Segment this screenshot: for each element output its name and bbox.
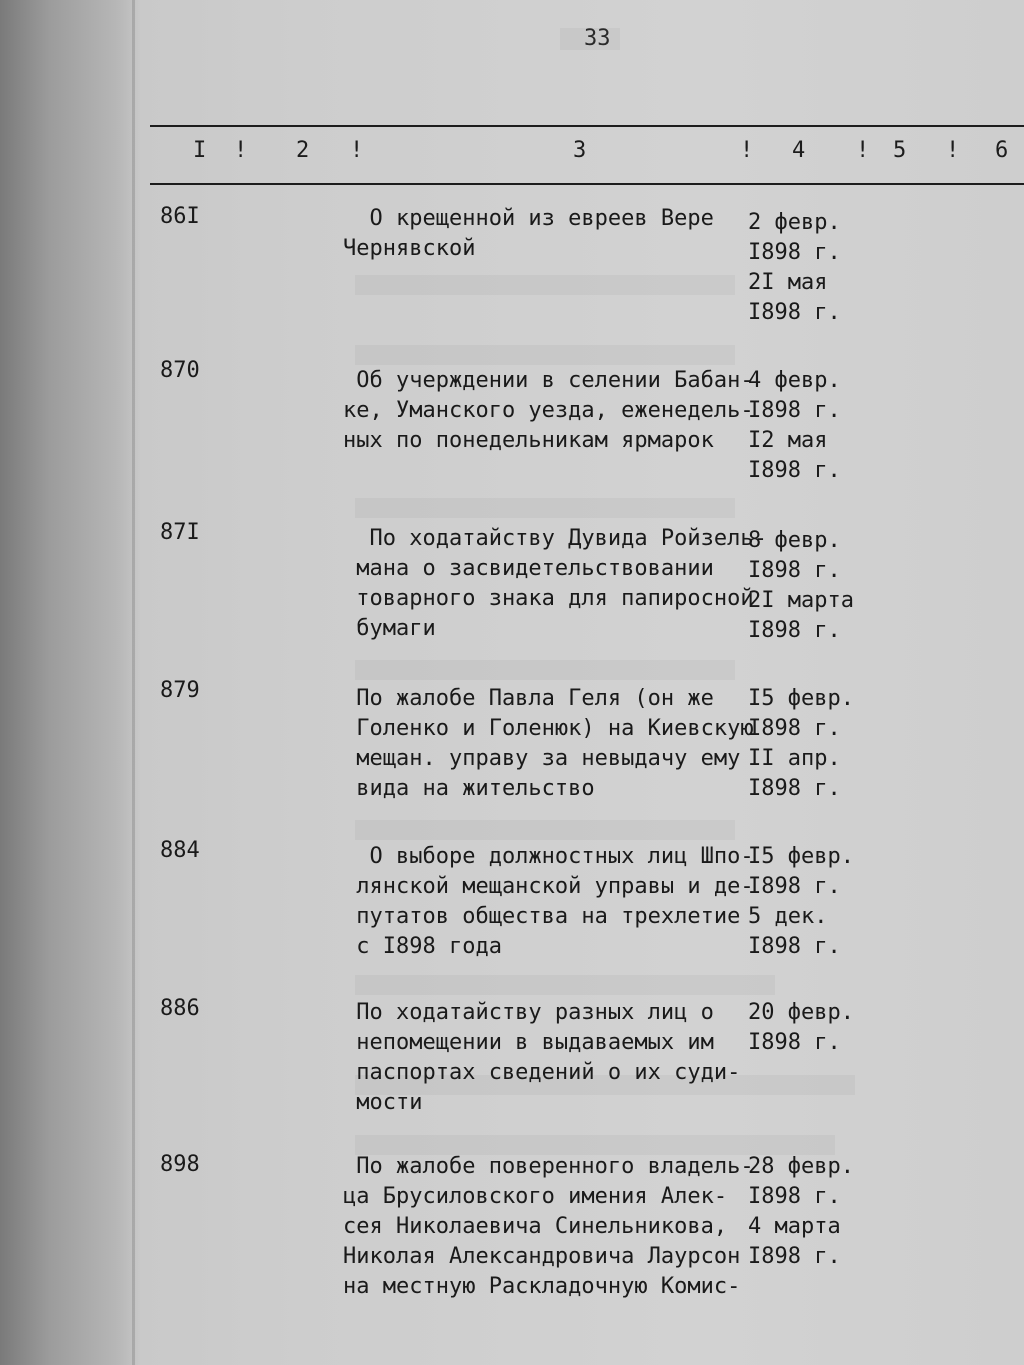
entry-number: 870 bbox=[160, 358, 200, 383]
bleed-through-mark bbox=[355, 660, 735, 680]
entry-text-line: с I898 года bbox=[343, 934, 502, 959]
entry-date-line: I898 г. bbox=[748, 776, 841, 801]
entry-text-line: По жалобе Павла Геля (он же bbox=[343, 686, 714, 711]
entry-date-line: I898 г. bbox=[748, 300, 841, 325]
entry-text-line: По ходатайству разных лиц о bbox=[343, 1000, 714, 1025]
entry-dates bbox=[748, 1152, 854, 1272]
entry-date-line: 4 марта bbox=[748, 1214, 841, 1239]
page-edge bbox=[132, 0, 135, 1365]
entry-date-line: I898 г. bbox=[748, 1184, 841, 1209]
entry-date-line: 5 дек. bbox=[748, 904, 828, 929]
entry-text-line: на местную Раскладочную Комис- bbox=[343, 1274, 741, 1299]
entry-number: 86I bbox=[160, 204, 200, 229]
entry-date-line: I5 февр. bbox=[748, 686, 854, 711]
entry-text-line: бумаги bbox=[343, 616, 436, 641]
entry-text-line: сея Николаевича Синельникова, bbox=[343, 1214, 728, 1239]
entry-text-line: Голенко и Голенюк) на Киевскую bbox=[343, 716, 754, 741]
entry-dates bbox=[748, 842, 854, 962]
column-header: I bbox=[193, 138, 207, 163]
entry-date-line: 2 февр. bbox=[748, 210, 841, 235]
entry-dates bbox=[748, 998, 854, 1058]
entry-text-line: О крещенной из евреев Вере bbox=[343, 206, 714, 231]
entry-text-line: Об учерждении в селении Бабан- bbox=[343, 368, 754, 393]
entry-number: 898 bbox=[160, 1152, 200, 1177]
entry-text-line: мана о засвидетельствовании bbox=[343, 556, 714, 581]
column-header: 4 bbox=[792, 138, 806, 163]
entry-description bbox=[343, 366, 754, 456]
entry-text-line: паспортах сведений о их суди- bbox=[343, 1060, 741, 1085]
entry-date-line: 4 февр. bbox=[748, 368, 841, 393]
column-header: 6 bbox=[995, 138, 1009, 163]
entry-date-line: I898 г. bbox=[748, 558, 841, 583]
column-header: 5 bbox=[893, 138, 907, 163]
entry-date-line: 20 февр. bbox=[748, 1000, 854, 1025]
entry-text-line: мости bbox=[343, 1090, 423, 1115]
book-spine-shadow bbox=[0, 0, 140, 1365]
entry-text-line: ца Брусиловского имения Алек- bbox=[343, 1184, 728, 1209]
column-separator: ! bbox=[234, 138, 248, 163]
entry-description bbox=[343, 524, 767, 644]
entry-date-line: I898 г. bbox=[748, 874, 841, 899]
entry-text-line: путатов общества на трехлетие bbox=[343, 904, 741, 929]
entry-date-line: 2I марта bbox=[748, 588, 854, 613]
entry-date-line: I2 мая bbox=[748, 428, 828, 453]
entry-date-line: 8 февр. bbox=[748, 528, 841, 553]
entry-text-line: По жалобе поверенного владель- bbox=[343, 1154, 754, 1179]
bleed-through-mark bbox=[355, 275, 735, 295]
bleed-through-mark bbox=[355, 975, 775, 995]
entry-date-line: I898 г. bbox=[748, 458, 841, 483]
entry-date-line: 28 февр. bbox=[748, 1154, 854, 1179]
column-separator: ! bbox=[946, 138, 960, 163]
entry-text-line: О выборе должностных лиц Шпо- bbox=[343, 844, 754, 869]
entry-text-line: товарного знака для папиросной bbox=[343, 586, 754, 611]
entry-description bbox=[343, 1152, 754, 1302]
entry-text-line: Николая Александровича Лаурсон bbox=[343, 1244, 741, 1269]
entry-date-line: I898 г. bbox=[748, 398, 841, 423]
entry-date-line: I898 г. bbox=[748, 1030, 841, 1055]
entry-number: 879 bbox=[160, 678, 200, 703]
entry-number: 886 bbox=[160, 996, 200, 1021]
entry-text-line: По ходатайству Дувида Ройзель- bbox=[343, 526, 767, 551]
entry-date-line: I898 г. bbox=[748, 240, 841, 265]
entry-date-line: I5 февр. bbox=[748, 844, 854, 869]
entry-date-line: II апр. bbox=[748, 746, 841, 771]
column-separator: ! bbox=[856, 138, 870, 163]
entry-dates bbox=[748, 684, 854, 804]
entry-text-line: ных по понедельникам ярмарок bbox=[343, 428, 714, 453]
entry-text-line: лянской мещанской управы и де- bbox=[343, 874, 754, 899]
entry-date-line: I898 г. bbox=[748, 716, 841, 741]
entry-text-line: непомещении в выдаваемых им bbox=[343, 1030, 714, 1055]
entry-text-line: Чернявской bbox=[343, 236, 476, 261]
entry-number: 87I bbox=[160, 520, 200, 545]
page-number: 33 bbox=[584, 26, 611, 51]
bleed-through-mark bbox=[355, 820, 735, 840]
entry-dates bbox=[748, 526, 854, 646]
entry-text-line: ке, Уманского уезда, еженедель- bbox=[343, 398, 754, 423]
entry-dates bbox=[748, 366, 841, 486]
entry-number: 884 bbox=[160, 838, 200, 863]
entry-date-line: 2I мая bbox=[748, 270, 828, 295]
bleed-through-mark bbox=[355, 345, 735, 365]
bleed-through-mark bbox=[355, 498, 735, 518]
entry-description bbox=[343, 204, 743, 264]
column-separator: ! bbox=[350, 138, 364, 163]
entry-text-line: мещан. управу за невыдачу ему bbox=[343, 746, 741, 771]
column-header: 3 bbox=[573, 138, 587, 163]
entry-description bbox=[343, 684, 754, 804]
table-header-rule-bottom bbox=[150, 183, 1024, 185]
entry-text-line: вида на жительство bbox=[343, 776, 595, 801]
column-separator: ! bbox=[740, 138, 754, 163]
entry-date-line: I898 г. bbox=[748, 1244, 841, 1269]
entry-description bbox=[343, 998, 743, 1118]
table-header-rule-top bbox=[150, 125, 1024, 127]
entry-description bbox=[343, 842, 754, 962]
entry-date-line: I898 г. bbox=[748, 934, 841, 959]
entry-dates bbox=[748, 208, 841, 328]
column-header: 2 bbox=[296, 138, 310, 163]
entry-date-line: I898 г. bbox=[748, 618, 841, 643]
